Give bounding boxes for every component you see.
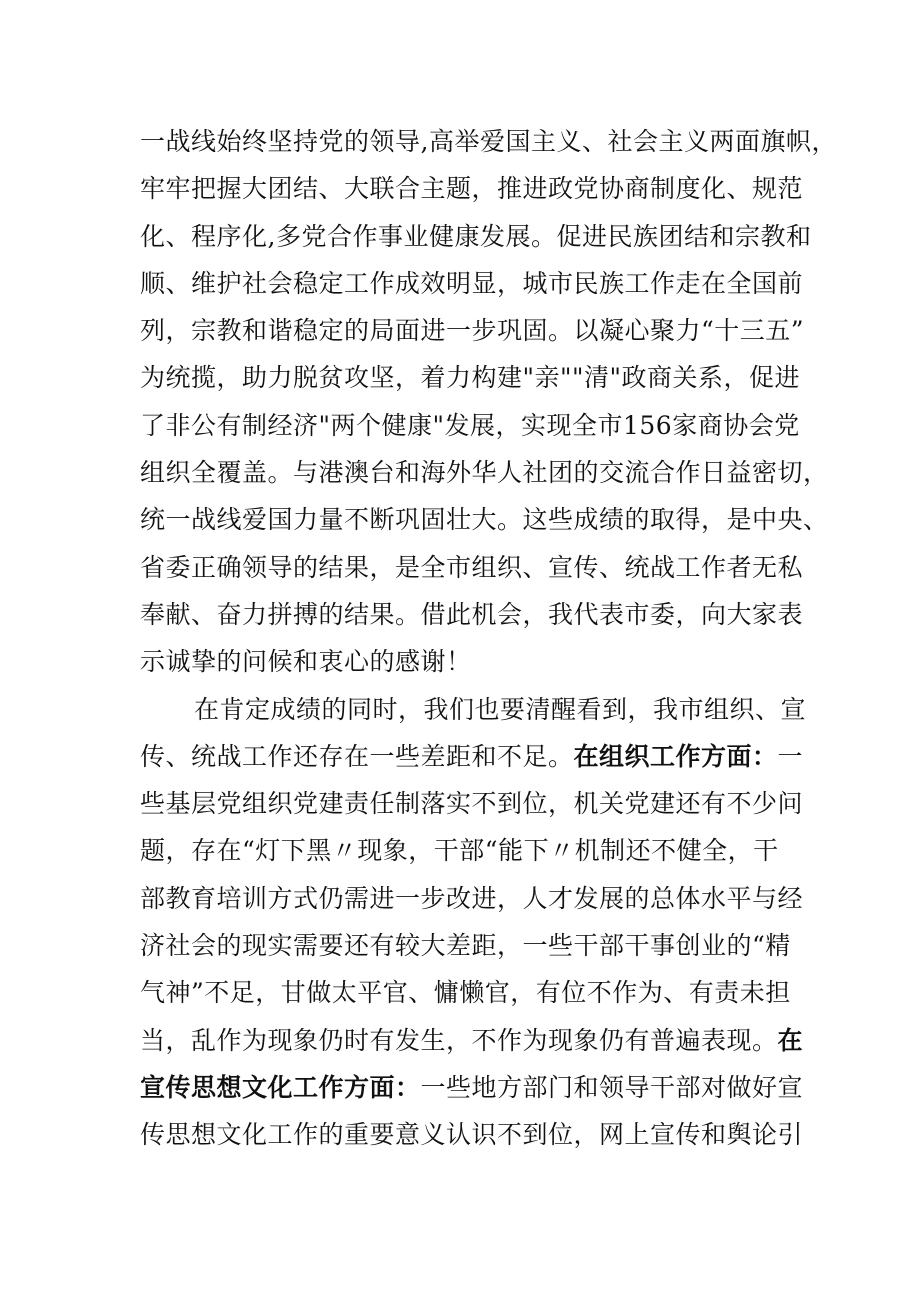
text-line: 题，存在“灯下黑〃现象，干部“能下〃机制还不健全，干: [140, 836, 779, 866]
text-run: 传、统战工作还存在一些差距和不足。: [140, 741, 574, 771]
text-line: 部教育培训方式仍需进一步改进，人才发展的总体水平与经: [140, 883, 804, 913]
section-heading-start: 在: [777, 1025, 804, 1055]
text-line: 牢牢把握大团结、大联合主题，推进政党协商制度化、规范: [140, 174, 804, 204]
text-line-indented: 在肯定成绩的同时，我们也要清醒看到，我市组织、宣: [194, 694, 807, 724]
text-line: 示诚挚的问候和衷心的感谢！: [140, 647, 472, 677]
text-line: [140, 733, 820, 780]
body-text: [140, 118, 837, 1159]
text-line: 组织全覆盖。与港澳台和海外华人社团的交流合作日益密切，: [140, 458, 829, 488]
text-line: 化、程序化,多党合作事业健康发展。促进民族团结和宗教和: [140, 221, 812, 251]
text-line: 些基层党组织党建责任制落实不到位，机关党建还有不少问: [140, 789, 804, 819]
text-line: 奉献、奋力拼搏的结果。借此机会，我代表市委，向大家表: [140, 599, 804, 629]
text-line: 为统揽，助力脱贫攻坚，着力构建"亲""清"政商关系，促进: [140, 363, 800, 393]
text-line: 统一战线爱国力量不断巩固壮大。这些成绩的取得，是中央、: [140, 505, 829, 535]
section-heading-organization: 在组织工作方面：: [573, 741, 778, 771]
text-run: 一: [777, 741, 804, 771]
text-run: 一些地方部门和领导干部对做好宣: [420, 1072, 804, 1102]
text-run: 当，乱作为现象仍时有发生，不作为现象仍有普遍表现。: [140, 1025, 778, 1055]
text-line: 顺、维护社会稳定工作成效明显，城市民族工作走在全国前: [140, 268, 804, 298]
text-line: 列，宗教和谐稳定的局面进一步巩固。以凝心聚力“十三五”: [140, 316, 805, 346]
section-heading-propaganda: 宣传思想文化工作方面：: [140, 1072, 421, 1102]
text-line: [140, 1017, 820, 1064]
text-line: 了非公有制经济"两个健康"发展，实现全市156家商协会党: [140, 410, 800, 440]
text-line: 传思想文化工作的重要意义认识不到位，网上宣传和舆论引: [140, 1120, 804, 1150]
text-line: [140, 1064, 820, 1111]
text-line: 气神”不足，甘做太平官、慵懒官，有位不作为、有责未担: [140, 978, 791, 1008]
text-line: 省委正确领导的结果，是全市组织、宣传、统战工作者无私: [140, 552, 804, 582]
text-line: 济社会的现实需要还有较大差距，一些干部干事创业的“精: [140, 931, 791, 961]
text-line: 一战线始终坚持党的领导,高举爱国主义、社会主义两面旗帜，: [140, 127, 837, 156]
